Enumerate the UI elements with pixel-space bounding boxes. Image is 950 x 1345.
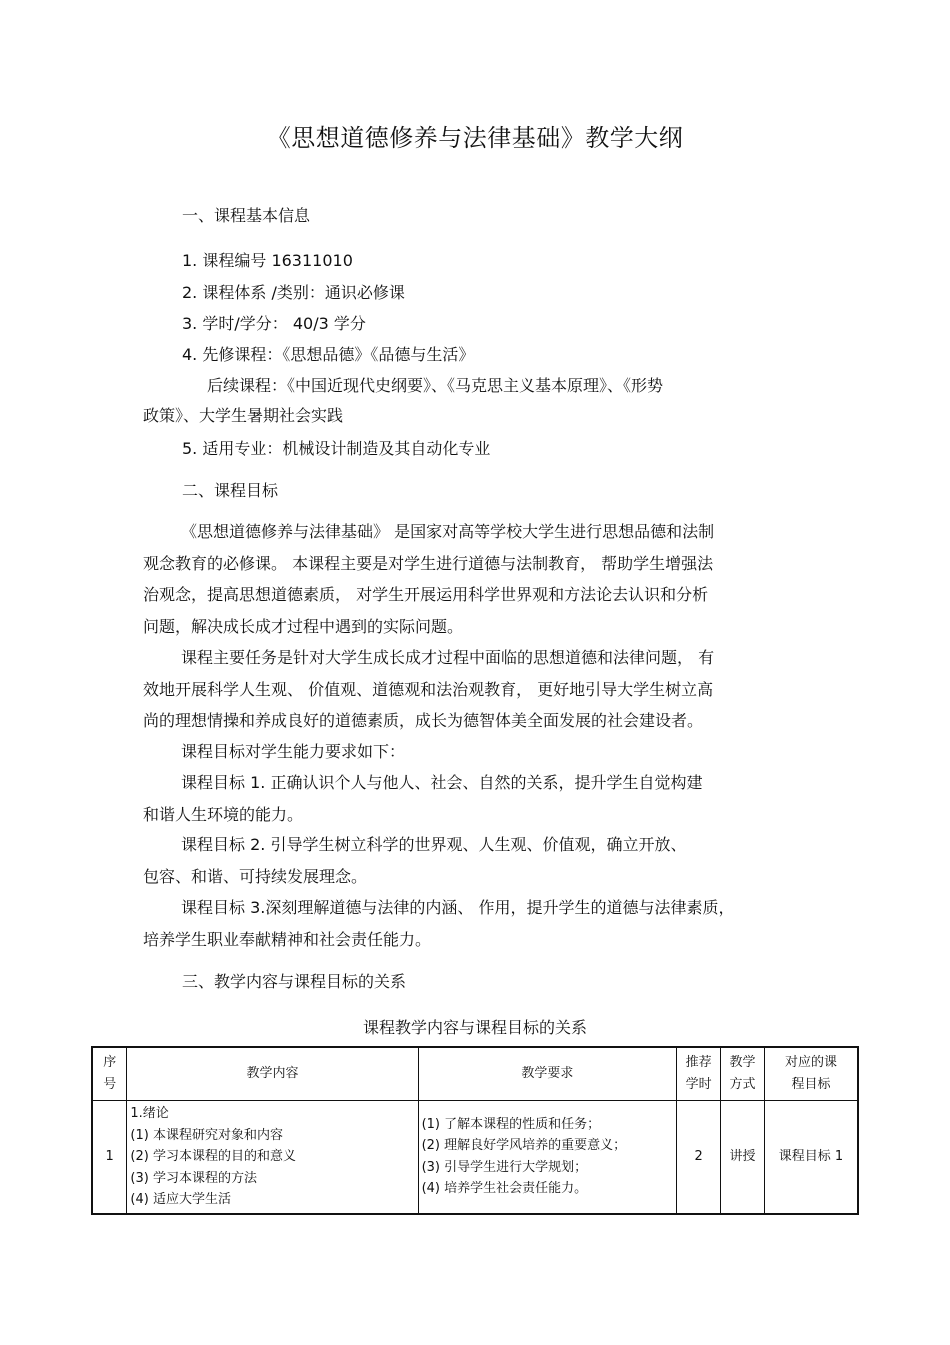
course-goal-paragraph-2: 课程主要任务是针对大学生成长成才过程中面临的思想道德和法律问题， 有 效地开展科学人生观、 价值观、道德观和法治观教育， 更好地引导大学生树立高 尚的理想情操和养成良好的道德素质，成长为德智体美全面发展的社会建设者。 [143,648,715,730]
document-title: 《思想道德修养与法律基础》教学大纲 [266,124,684,152]
course-goal-intro: 课程目标对学生能力要求如下： [181,742,406,761]
info-course-code: 1. 课程编号 16311010 [182,251,353,270]
table-caption: 课程教学内容与课程目标的关系 [362,1018,587,1037]
cell-seq: 1 [92,1101,127,1214]
cell-requirement: (1) 了解本课程的性质和任务； (2) 理解良好学风培养的重要意义； (3) 引导学生进行大学规划； (4) 培养学生社会责任能力。 [418,1101,677,1214]
header-seq: 序 号 [92,1047,127,1101]
section2-heading: 二、课程目标 [182,481,279,500]
info-followup-line1: 后续课程：《中国近现代史纲要》、《马克思主义基本原理》、《形势 [207,376,664,395]
cell-hours: 2 [677,1101,721,1214]
info-course-category: 2. 课程体系 /类别：通识必修课 [182,283,405,302]
info-followup-line2: 政策》、大学生暑期社会实践 [143,406,344,425]
section1-heading: 一、课程基本信息 [182,206,311,225]
header-goal: 对应的课 程目标 [764,1047,858,1101]
info-prerequisites: 4. 先修课程：《思想品德》《品德与生活》 [182,345,475,364]
cell-goal: 课程目标 1 [764,1101,858,1214]
table-header-row [92,1047,858,1101]
header-content: 教学内容 [127,1047,418,1101]
table-row [92,1101,858,1214]
info-hours-credits: 3. 学时/学分： 40/3 学分 [182,314,366,333]
info-applicable-major: 5. 适用专业：机械设计制造及其自动化专业 [182,439,491,458]
course-goal-1: 课程目标 1. 正确认识个人与他人、社会、自然的关系，提升学生自觉构建 和谐人生环境的能力。 [143,773,703,824]
content-goal-table [91,1046,859,1215]
header-hours: 推荐 学时 [677,1047,721,1101]
section3-heading: 三、教学内容与课程目标的关系 [182,972,407,991]
header-requirement: 教学要求 [418,1047,677,1101]
cell-method: 讲授 [721,1101,765,1214]
course-goal-2: 课程目标 2. 引导学生树立科学的世界观、人生观、价值观，确立开放、 包容、和谐、可持续发展理念。 [143,835,687,886]
header-method: 教学 方式 [721,1047,765,1101]
course-goal-paragraph-1: 《思想道德修养与法律基础》 是国家对高等学校大学生进行思想品德和法制 观念教育的必修课。 本课程主要是对学生进行道德与法制教育， 帮助学生增强法 治观念，提高思想道德素质， 对学生开展运用科学世界观和方法论去认识和分析 问题，解决成长成才过程中遇到的实际问题。 [143,522,715,636]
cell-content: 1.绪论 (1) 本课程研究对象和内容 (2) 学习本课程的目的和意义 (3) 学习本课程的方法 (4) 适应大学生活 [127,1101,418,1214]
course-goal-3: 课程目标 3.深刻理解道德与法律的内涵、 作用，提升学生的道德与法律素质， 培养学生职业奉献精神和社会责任能力。 [143,898,735,949]
